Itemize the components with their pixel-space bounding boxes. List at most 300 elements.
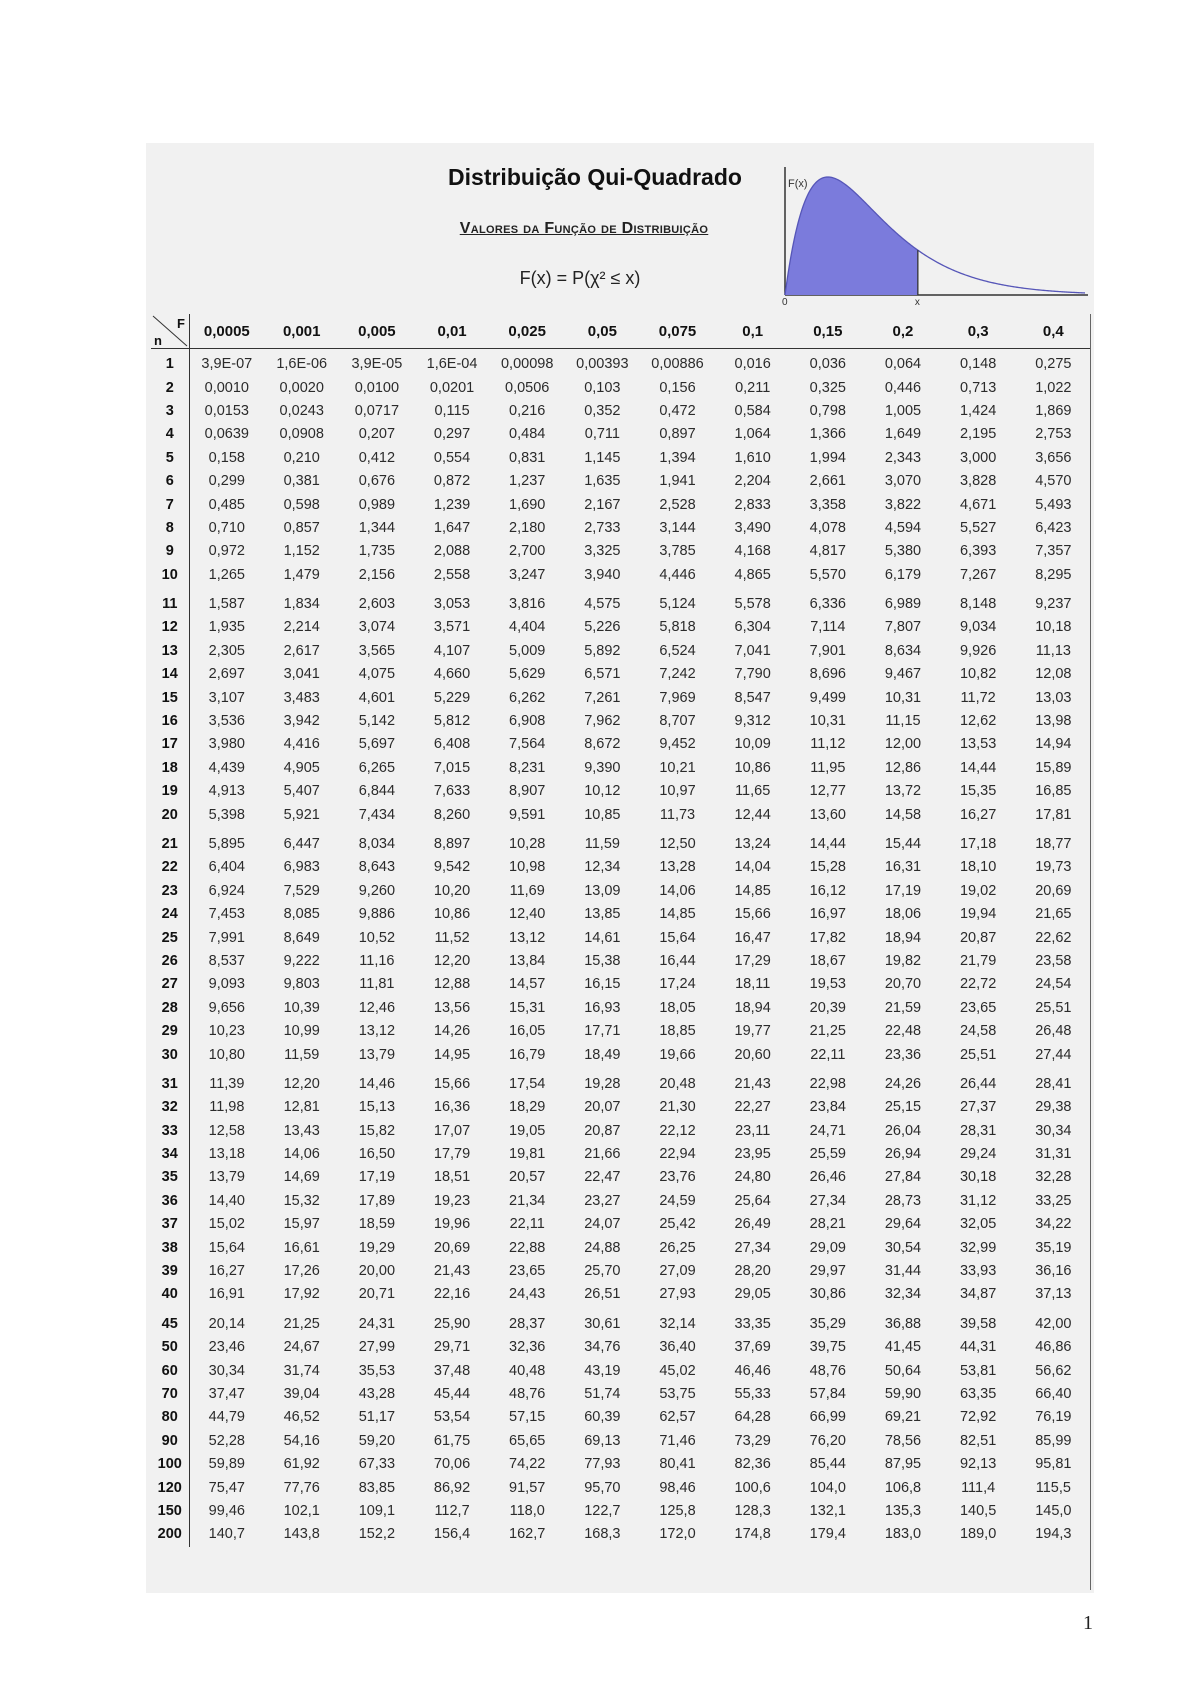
table-cell: 7,901 <box>809 642 846 659</box>
table-cell: 0,412 <box>358 449 396 466</box>
table-cell: 5,229 <box>433 689 471 706</box>
table-cell: 0,989 <box>358 496 396 513</box>
table-cell: 0,016 <box>734 356 771 373</box>
table-cell: 24,26 <box>884 1075 922 1092</box>
table-cell: 9,034 <box>959 619 997 636</box>
table-row <box>151 349 1091 377</box>
table-cell: 35,29 <box>809 1315 846 1332</box>
table-cell: 16,61 <box>283 1239 320 1256</box>
table-cell: 25,51 <box>1035 999 1072 1016</box>
table-cell: 44,31 <box>959 1339 997 1356</box>
table-cell: 36,40 <box>659 1339 696 1356</box>
table-cell: 10,31 <box>884 689 922 706</box>
table-cell: 5,527 <box>959 519 997 536</box>
degrees-of-freedom-cell: 13 <box>151 640 189 663</box>
table-cell: 69,21 <box>884 1409 922 1426</box>
table-cell: 1,237 <box>509 473 546 490</box>
table-cell: 3,565 <box>358 642 396 659</box>
table-row <box>151 903 1091 926</box>
table-cell: 48,76 <box>509 1385 546 1402</box>
table-cell: 1,022 <box>1035 379 1072 396</box>
table-cell: 22,62 <box>1035 929 1072 946</box>
table-cell: 1,635 <box>584 473 621 490</box>
table-cell: 14,44 <box>959 759 997 776</box>
table-cell: 11,16 <box>359 952 395 969</box>
table-cell: 1,587 <box>208 596 245 613</box>
table-cell: 21,66 <box>584 1146 621 1163</box>
degrees-of-freedom-cell: 16 <box>151 710 189 733</box>
table-cell: 3,074 <box>358 619 396 636</box>
table-cell: 76,20 <box>809 1432 846 1449</box>
table-row <box>151 663 1091 686</box>
table-cell: 0,872 <box>433 473 471 490</box>
table-cell: 22,88 <box>509 1239 546 1256</box>
degrees-of-freedom-cell: 150 <box>151 1500 189 1523</box>
table-cell: 1,647 <box>433 519 471 536</box>
table-cell: 3,000 <box>959 449 997 466</box>
table-cell: 43,28 <box>358 1385 396 1402</box>
table-cell: 17,18 <box>959 836 997 852</box>
table-cell: 67,33 <box>358 1456 396 1473</box>
table-cell: 24,54 <box>1035 976 1072 993</box>
table-cell: 0,472 <box>659 402 696 419</box>
table-row <box>151 803 1091 826</box>
table-cell: 194,3 <box>1035 1526 1072 1543</box>
table-cell: 4,404 <box>509 619 546 636</box>
table-cell: 11,13 <box>1035 642 1071 659</box>
table-cell: 16,97 <box>809 906 846 923</box>
table-cell: 24,80 <box>734 1169 771 1186</box>
degrees-of-freedom-cell: 40 <box>151 1283 189 1306</box>
table-cell: 16,31 <box>884 859 922 876</box>
table-cell: 31,12 <box>959 1192 997 1209</box>
table-cell: 172,0 <box>659 1526 696 1543</box>
degrees-of-freedom-cell: 21 <box>151 827 189 856</box>
table-cell: 7,041 <box>734 642 771 659</box>
table-cell: 35,53 <box>358 1362 396 1379</box>
table-cell: 37,69 <box>734 1339 771 1356</box>
degrees-of-freedom-cell: 60 <box>151 1359 189 1382</box>
table-cell: 16,36 <box>433 1099 471 1116</box>
table-row <box>151 1336 1091 1359</box>
table-cell: 14,61 <box>584 929 621 946</box>
table-cell: 44,79 <box>208 1409 245 1426</box>
table-cell: 28,31 <box>959 1122 997 1139</box>
table-cell: 6,447 <box>283 836 320 852</box>
table-cell: 128,3 <box>734 1502 771 1519</box>
table-row <box>151 1406 1091 1429</box>
table-cell: 115,5 <box>1035 1479 1071 1496</box>
table-cell: 27,84 <box>884 1169 922 1186</box>
table-cell: 30,34 <box>208 1362 245 1379</box>
column-header: 0,075 <box>640 314 715 349</box>
table-cell: 112,7 <box>434 1502 470 1519</box>
table-cell: 26,51 <box>584 1286 621 1303</box>
table-cell: 9,312 <box>734 713 771 730</box>
table-cell: 19,23 <box>433 1192 471 1209</box>
table-cell: 2,697 <box>208 666 245 683</box>
table-cell: 5,124 <box>659 596 696 613</box>
table-cell: 19,29 <box>358 1239 396 1256</box>
degrees-of-freedom-cell: 27 <box>151 973 189 996</box>
degrees-of-freedom-cell: 32 <box>151 1096 189 1119</box>
table-cell: 18,11 <box>735 976 771 993</box>
table-cell: 8,696 <box>809 666 846 683</box>
table-cell: 18,94 <box>884 929 922 946</box>
table-cell: 0,485 <box>208 496 245 513</box>
table-cell: 23,46 <box>208 1339 245 1356</box>
table-right-border <box>1090 314 1091 1590</box>
table-cell: 26,25 <box>659 1239 696 1256</box>
table-cell: 0,0908 <box>279 426 324 443</box>
table-cell: 14,85 <box>659 906 696 923</box>
table-cell: 29,64 <box>884 1216 922 1233</box>
table-cell: 13,53 <box>959 736 997 753</box>
table-cell: 2,195 <box>959 426 997 443</box>
table-row <box>151 1383 1091 1406</box>
table-cell: 75,47 <box>208 1479 245 1496</box>
page-subtitle: Valores da Função de Distribuição <box>459 220 709 237</box>
table-cell: 111,4 <box>961 1479 996 1496</box>
table-row <box>151 757 1091 780</box>
degrees-of-freedom-cell: 18 <box>151 757 189 780</box>
table-cell: 11,15 <box>885 713 921 730</box>
table-cell: 12,50 <box>659 836 696 852</box>
table-cell: 6,408 <box>433 736 471 753</box>
degrees-of-freedom-cell: 28 <box>151 997 189 1020</box>
table-cell: 15,66 <box>433 1075 471 1092</box>
table-cell: 4,575 <box>584 596 621 613</box>
table-cell: 27,99 <box>358 1339 396 1356</box>
table-cell: 22,11 <box>509 1216 545 1233</box>
table-cell: 3,9E-05 <box>351 356 403 373</box>
table-cell: 61,75 <box>433 1432 471 1449</box>
table-row <box>151 616 1091 639</box>
table-cell: 11,98 <box>209 1099 245 1116</box>
table-cell: 7,114 <box>810 619 846 636</box>
table-cell: 7,357 <box>1035 543 1072 560</box>
table-cell: 39,04 <box>283 1385 320 1402</box>
column-header: 0,2 <box>865 314 940 349</box>
table-cell: 37,13 <box>1035 1286 1072 1303</box>
table-cell: 20,39 <box>809 999 846 1016</box>
table-cell: 0,103 <box>584 379 621 396</box>
table-cell: 4,168 <box>734 543 771 560</box>
table-cell: 13,79 <box>358 1046 396 1063</box>
table-cell: 23,76 <box>659 1169 696 1186</box>
table-cell: 6,908 <box>509 713 546 730</box>
table-cell: 72,92 <box>959 1409 997 1426</box>
table-cell: 6,393 <box>959 543 997 560</box>
table-cell: 10,12 <box>584 783 621 800</box>
table-row <box>151 926 1091 949</box>
table-cell: 34,22 <box>1035 1216 1072 1233</box>
table-cell: 9,499 <box>809 689 846 706</box>
table-cell: 143,8 <box>283 1526 320 1543</box>
table-cell: 21,43 <box>433 1263 471 1280</box>
table-cell: 12,40 <box>509 906 546 923</box>
table-cell: 2,204 <box>734 473 771 490</box>
table-cell: 1,479 <box>283 566 320 583</box>
column-header: 0,001 <box>264 314 339 349</box>
table-cell: 0,297 <box>433 426 471 443</box>
table-cell: 0,713 <box>959 379 997 396</box>
degrees-of-freedom-cell: 15 <box>151 686 189 709</box>
table-cell: 13,79 <box>208 1169 245 1186</box>
table-cell: 10,21 <box>659 759 696 776</box>
table-cell: 106,8 <box>884 1479 922 1496</box>
table-cell: 29,24 <box>959 1146 997 1163</box>
degrees-of-freedom-cell: 2 <box>151 376 189 399</box>
table-cell: 4,439 <box>208 759 245 776</box>
table-cell: 11,81 <box>359 976 395 993</box>
table-cell: 85,44 <box>809 1456 846 1473</box>
table-cell: 25,15 <box>884 1099 922 1116</box>
degrees-of-freedom-cell: 19 <box>151 780 189 803</box>
table-cell: 5,226 <box>584 619 621 636</box>
table-corner-cell <box>151 314 189 349</box>
figure-origin-label: 0 <box>782 297 788 305</box>
table-cell: 14,85 <box>734 882 771 899</box>
degrees-of-freedom-cell: 29 <box>151 1020 189 1043</box>
table-cell: 17,54 <box>509 1075 546 1092</box>
table-cell: 2,700 <box>509 543 546 560</box>
table-cell: 122,7 <box>584 1502 621 1519</box>
table-cell: 4,660 <box>433 666 471 683</box>
table-row <box>151 423 1091 446</box>
table-cell: 10,82 <box>959 666 997 683</box>
table-cell: 9,542 <box>433 859 471 876</box>
table-cell: 1,834 <box>283 596 320 613</box>
degrees-of-freedom-cell: 22 <box>151 856 189 879</box>
table-cell: 6,179 <box>884 566 922 583</box>
table-cell: 174,8 <box>734 1526 771 1543</box>
table-cell: 7,242 <box>659 666 696 683</box>
table-cell: 0,00393 <box>576 356 629 373</box>
table-cell: 0,211 <box>735 379 771 396</box>
table-cell: 19,82 <box>884 952 922 969</box>
table-row <box>151 376 1091 399</box>
table-cell: 5,009 <box>509 642 546 659</box>
table-cell: 17,89 <box>358 1192 396 1209</box>
table-cell: 69,13 <box>584 1432 621 1449</box>
table-cell: 18,05 <box>659 999 696 1016</box>
table-row <box>151 517 1091 540</box>
table-cell: 3,483 <box>283 689 320 706</box>
table-cell: 13,84 <box>509 952 546 969</box>
table-cell: 39,75 <box>809 1339 846 1356</box>
table-cell: 64,28 <box>734 1409 771 1426</box>
table-cell: 15,97 <box>283 1216 320 1233</box>
table-cell: 3,490 <box>734 519 771 536</box>
table-cell: 7,564 <box>509 736 546 753</box>
table-cell: 82,36 <box>734 1456 771 1473</box>
table-cell: 21,59 <box>884 999 922 1016</box>
table-row <box>151 1476 1091 1499</box>
table-cell: 8,547 <box>734 689 771 706</box>
table-cell: 17,92 <box>283 1286 320 1303</box>
table-cell: 20,57 <box>509 1169 546 1186</box>
table-cell: 29,97 <box>809 1263 846 1280</box>
table-cell: 5,398 <box>208 806 245 823</box>
table-cell: 11,12 <box>810 736 846 753</box>
table-cell: 135,3 <box>884 1502 922 1519</box>
table-cell: 3,536 <box>208 713 245 730</box>
table-cell: 18,77 <box>1035 836 1072 852</box>
table-row <box>151 856 1091 879</box>
table-cell: 53,54 <box>433 1409 471 1426</box>
table-cell: 31,44 <box>884 1263 922 1280</box>
table-cell: 2,558 <box>433 566 471 583</box>
table-row <box>151 1190 1091 1213</box>
table-cell: 7,267 <box>959 566 997 583</box>
table-cell: 21,34 <box>509 1192 546 1209</box>
table-cell: 12,81 <box>283 1099 320 1116</box>
table-cell: 51,17 <box>358 1409 396 1426</box>
table-cell: 3,325 <box>584 543 621 560</box>
table-row <box>151 640 1091 663</box>
table-cell: 3,571 <box>433 619 471 636</box>
table-cell: 62,57 <box>659 1409 696 1426</box>
table-cell: 31,31 <box>1035 1146 1072 1163</box>
table-row <box>151 1236 1091 1259</box>
table-cell: 0,598 <box>283 496 320 513</box>
table-cell: 24,71 <box>809 1122 846 1139</box>
table-cell: 65,65 <box>509 1432 546 1449</box>
table-cell: 109,1 <box>358 1502 396 1519</box>
table-cell: 0,158 <box>208 449 245 466</box>
table-row <box>151 827 1091 856</box>
table-row <box>151 1096 1091 1119</box>
table-cell: 6,265 <box>358 759 396 776</box>
table-cell: 11,69 <box>509 882 545 899</box>
table-cell: 23,11 <box>735 1122 771 1139</box>
table-cell: 5,892 <box>584 642 621 659</box>
table-cell: 13,56 <box>433 999 471 1016</box>
table-row <box>151 880 1091 903</box>
table-cell: 99,46 <box>208 1502 245 1519</box>
table-cell: 18,59 <box>358 1216 396 1233</box>
column-header: 0,4 <box>1016 314 1091 349</box>
table-cell: 8,907 <box>509 783 546 800</box>
table-cell: 16,91 <box>208 1286 245 1303</box>
table-cell: 10,85 <box>584 806 621 823</box>
table-row <box>151 973 1091 996</box>
table-cell: 20,07 <box>584 1099 621 1116</box>
table-cell: 8,649 <box>283 929 320 946</box>
table-cell: 59,89 <box>208 1456 245 1473</box>
degrees-of-freedom-cell: 9 <box>151 540 189 563</box>
degrees-of-freedom-cell: 24 <box>151 903 189 926</box>
table-cell: 22,47 <box>584 1169 621 1186</box>
table-cell: 43,19 <box>584 1362 621 1379</box>
table-cell: 10,52 <box>358 929 396 946</box>
table-cell: 29,71 <box>433 1339 471 1356</box>
table-cell: 19,02 <box>959 882 997 899</box>
table-cell: 20,71 <box>358 1286 396 1303</box>
table-cell: 6,304 <box>734 619 771 636</box>
table-cell: 10,97 <box>659 783 696 800</box>
table-cell: 13,28 <box>659 859 696 876</box>
table-cell: 4,446 <box>659 566 696 583</box>
table-cell: 14,57 <box>509 976 546 993</box>
table-row <box>151 1283 1091 1306</box>
table-row <box>151 447 1091 470</box>
table-cell: 8,295 <box>1035 566 1072 583</box>
table-cell: 2,214 <box>283 619 320 636</box>
table-cell: 0,036 <box>809 356 846 373</box>
table-cell: 7,969 <box>659 689 696 706</box>
table-cell: 0,0020 <box>279 379 324 396</box>
table-cell: 132,1 <box>809 1502 846 1519</box>
distribution-formula: F(x) = P(χ² ≤ x) <box>519 268 641 288</box>
table-cell: 17,26 <box>283 1263 320 1280</box>
degrees-of-freedom-cell: 1 <box>151 349 189 377</box>
table-cell: 14,94 <box>1035 736 1072 753</box>
table-cell: 16,79 <box>509 1046 546 1063</box>
table-cell: 2,180 <box>509 519 546 536</box>
table-cell: 6,983 <box>283 859 320 876</box>
table-cell: 5,142 <box>358 713 396 730</box>
table-cell: 26,48 <box>1035 1023 1072 1040</box>
table-cell: 23,27 <box>584 1192 621 1209</box>
table-cell: 17,81 <box>1035 806 1072 823</box>
degrees-of-freedom-cell: 38 <box>151 1236 189 1259</box>
table-cell: 19,94 <box>959 906 997 923</box>
table-cell: 23,65 <box>959 999 997 1016</box>
table-cell: 0,115 <box>434 402 470 419</box>
table-cell: 26,04 <box>884 1122 922 1139</box>
table-cell: 16,44 <box>659 952 696 969</box>
table-cell: 140,5 <box>959 1502 997 1519</box>
table-cell: 36,88 <box>884 1315 922 1332</box>
table-cell: 24,67 <box>283 1339 320 1356</box>
table-cell: 2,733 <box>584 519 621 536</box>
corner-label-f: F <box>177 316 185 331</box>
table-cell: 59,90 <box>884 1385 922 1402</box>
table-cell: 1,344 <box>358 519 396 536</box>
table-cell: 21,79 <box>959 952 997 969</box>
table-cell: 2,833 <box>734 496 771 513</box>
table-cell: 11,73 <box>659 806 696 823</box>
table-cell: 33,25 <box>1035 1192 1072 1209</box>
table-row <box>151 1020 1091 1043</box>
table-cell: 15,13 <box>358 1099 396 1116</box>
table-cell: 12,46 <box>358 999 396 1016</box>
table-cell: 19,53 <box>809 976 846 993</box>
degrees-of-freedom-cell: 7 <box>151 493 189 516</box>
table-cell: 37,48 <box>433 1362 471 1379</box>
table-cell: 0,0717 <box>354 402 400 419</box>
table-cell: 14,46 <box>358 1075 396 1092</box>
table-cell: 13,98 <box>1035 713 1072 730</box>
table-cell: 5,380 <box>884 543 922 560</box>
table-cell: 20,87 <box>584 1122 621 1139</box>
table-cell: 59,20 <box>358 1432 396 1449</box>
table-cell: 0,156 <box>659 379 696 396</box>
table-cell: 51,74 <box>584 1385 621 1402</box>
table-cell: 2,617 <box>283 642 320 659</box>
table-cell: 22,72 <box>959 976 997 993</box>
table-cell: 16,47 <box>734 929 771 946</box>
table-cell: 8,231 <box>509 759 546 776</box>
table-cell: 0,0201 <box>429 379 475 396</box>
table-cell: 14,04 <box>734 859 771 876</box>
table-cell: 2,156 <box>358 566 396 583</box>
degrees-of-freedom-cell: 80 <box>151 1406 189 1429</box>
table-cell: 6,262 <box>509 689 546 706</box>
degrees-of-freedom-cell: 120 <box>151 1476 189 1499</box>
